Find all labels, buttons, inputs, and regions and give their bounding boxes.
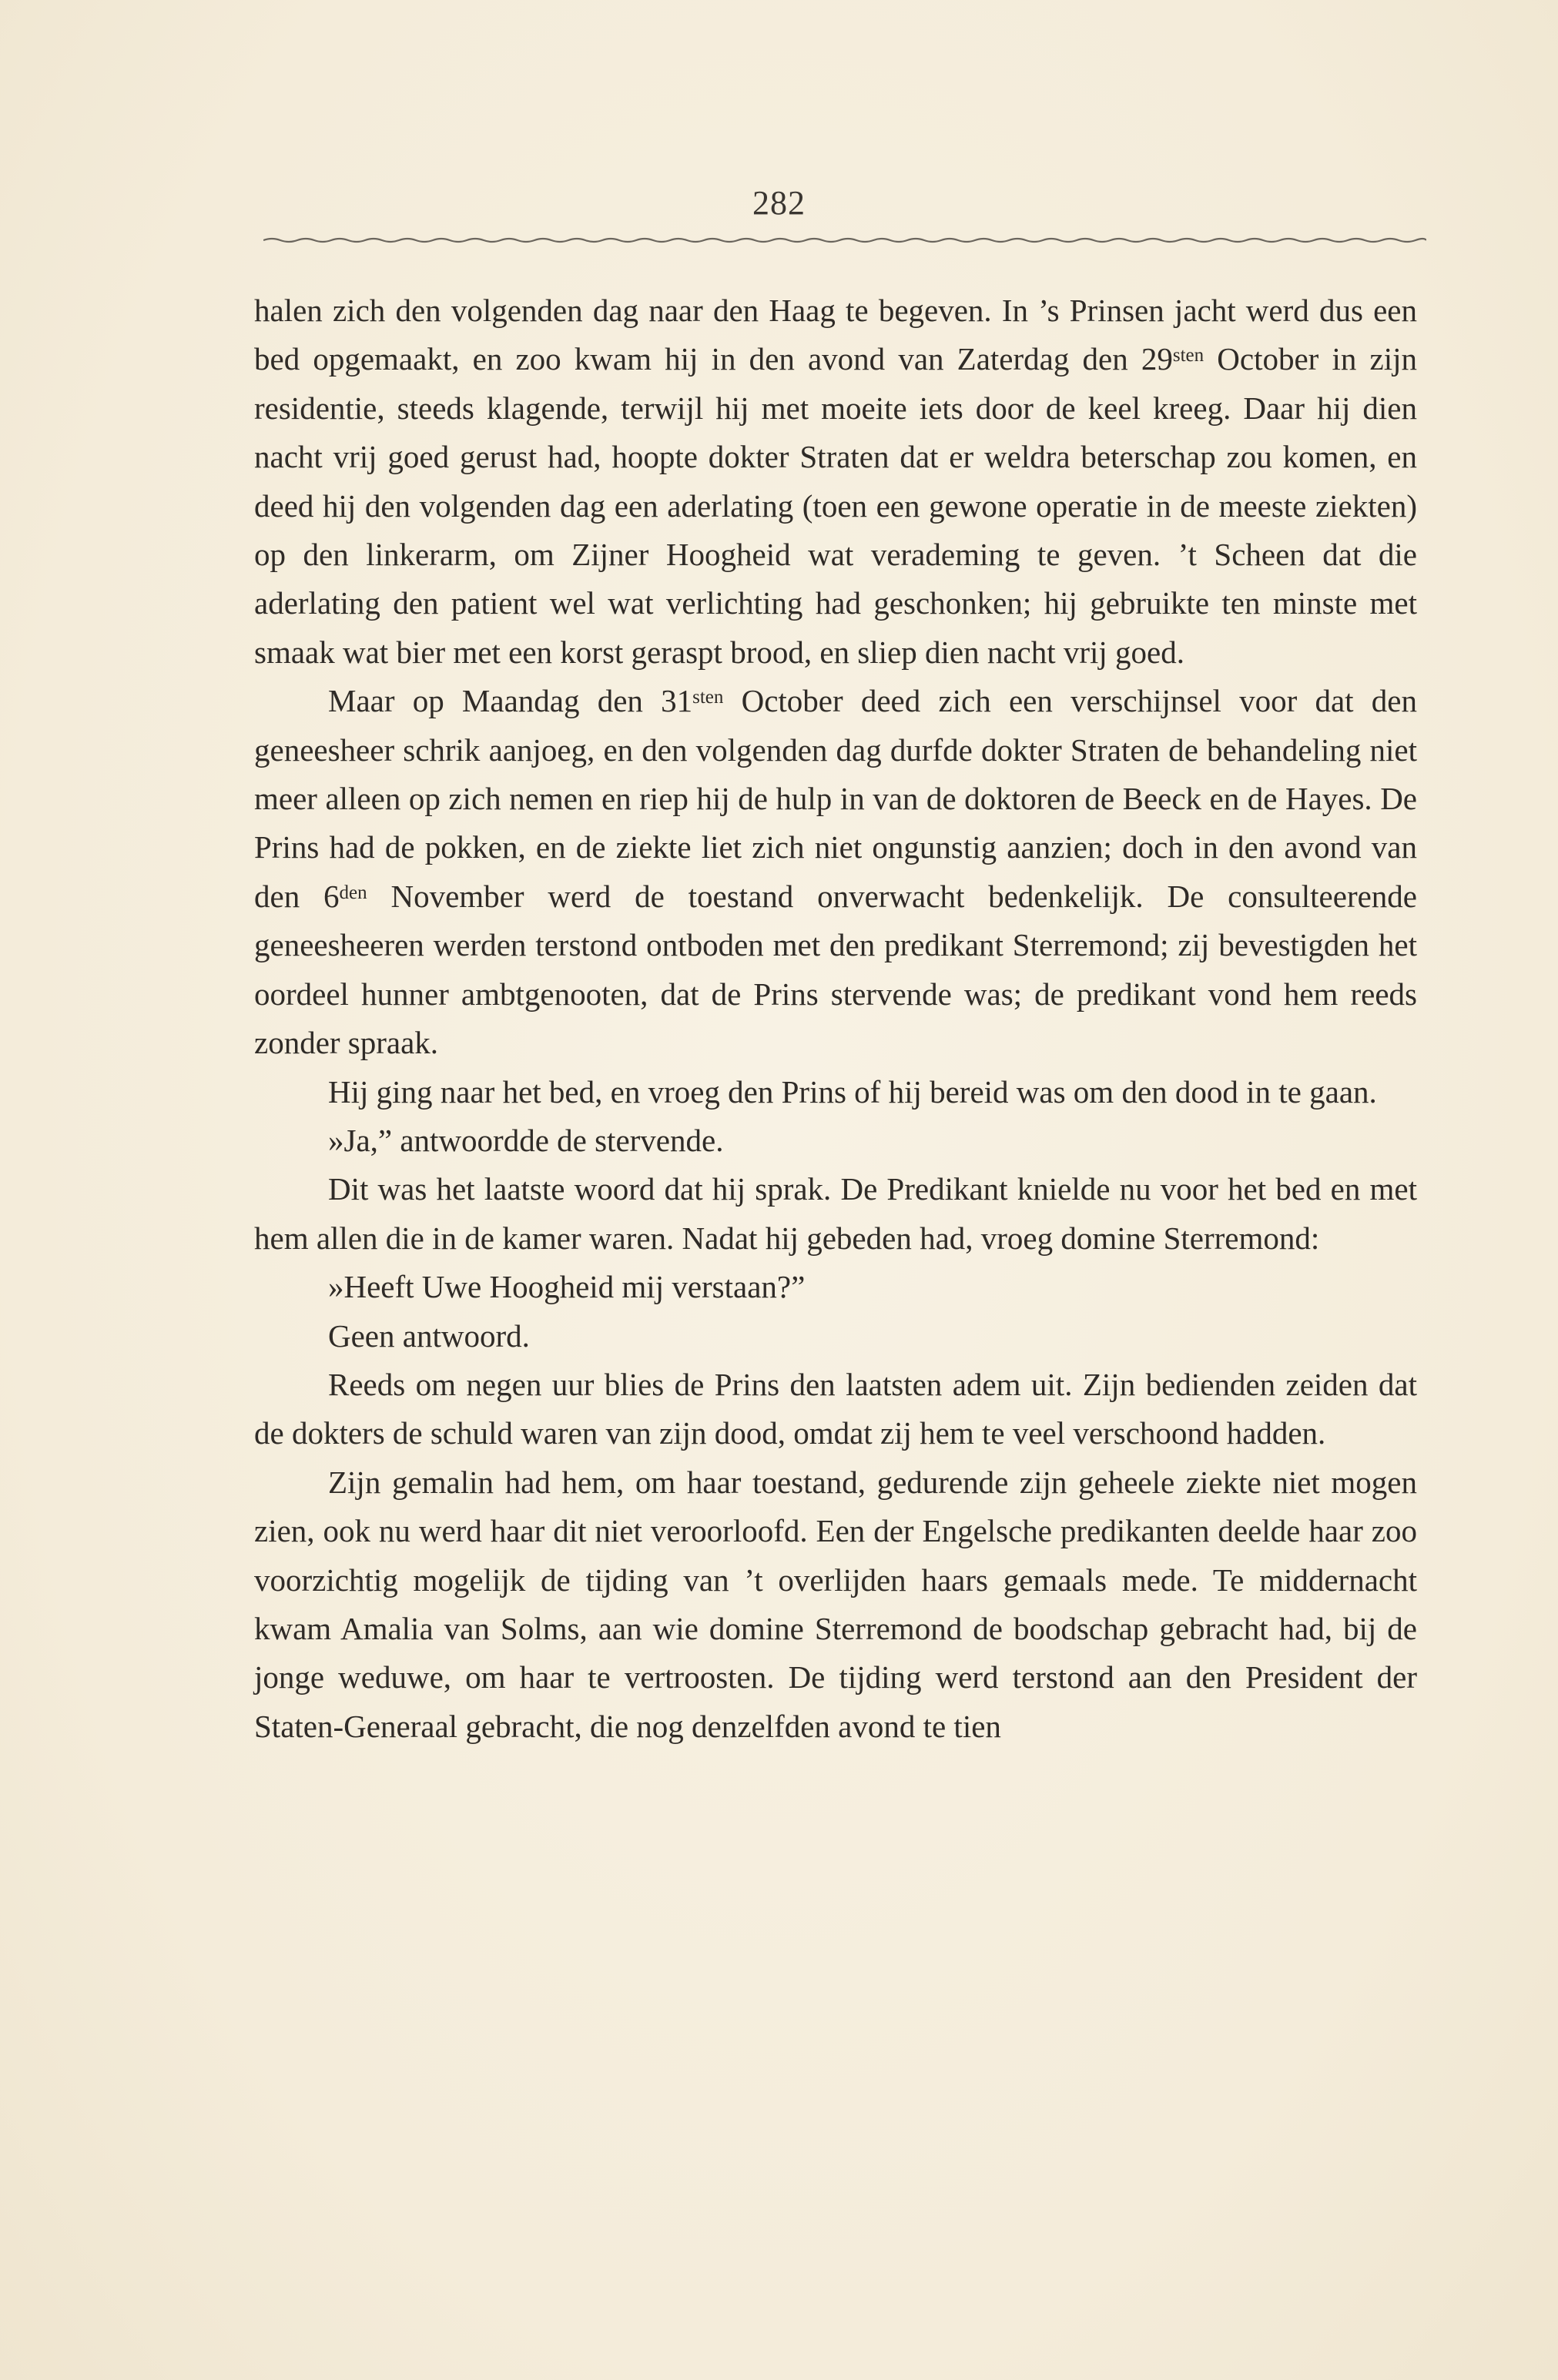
paragraph-2 xyxy=(254,677,1417,1067)
paragraph-3: Hij ging naar het bed, en vroeg den Prins of hij bereid was om den dood in te gaan. xyxy=(328,1073,1377,1110)
paragraph-1 xyxy=(254,286,1417,677)
body-text xyxy=(254,286,1417,1751)
paragraph-8: Reeds om negen uur blies de Prins den laatsten adem uit. Zijn bedienden zeiden dat de dokters de schuld waren van zijn dood, omdat zij hem te veel verschoond hadden. xyxy=(254,1366,1417,1451)
ordinal-suffix: sten xyxy=(692,687,724,708)
ordinal-suffix: den xyxy=(339,882,367,903)
paragraph-9: Zijn gemalin had hem, om haar toestand, gedurende zijn geheele ziekte niet mogen zien, ook nu werd haar dit niet veroorloofd. Een der Engelsche predikanten deelde haar zoo voorzichtig mogelijk de tijding van ’t overlijden haars gemaals mede. Te middernacht kwam Amalia van Solms, aan wie domine Sterremond de boodschap gebracht had, bij de jonge weduwe, om haar te vertroosten. De tijding werd terstond aan den President der Staten-Generaal gebracht, die nog denzelfden avond te tien xyxy=(254,1464,1417,1744)
paragraph-1-text-1: halen zich den volgenden dag naar den Haag te begeven. In ’s Prinsen jacht werd dus een bed opgemaakt, en zoo kwam hij in den avond van Zaterdag den 29 xyxy=(254,293,1417,377)
paragraph-2-text-2: October deed zich een verschijnsel voor dat den geneesheer schrik aanjoeg, en den volgenden dag durfde dokter Straten de behandeling niet meer alleen op zich nemen en riep hij de hulp in van de doktoren de Beeck en de Hayes. De Prins had de pokken, en de ziekte liet zich niet ongunstig aanzien; doch in den avond van den 6 xyxy=(254,683,1417,914)
paragraph-1-text-2: October in zijn residentie, steeds klagende, terwijl hij met moeite iets door de keel kreeg. Daar hij dien nacht vrij goed gerust had, hoopte dokter Straten dat er weldra beterschap zou komen, en deed hij den volgenden dag een aderlating (toen een gewone operatie in de meeste ziekten) op den linkerarm, om Zijner Hoogheid wat verademing te geven. ’t Scheen dat die aderlating den patient wel wat verlichting had geschonken; hij gebruikte ten minste met smaak wat bier met een korst geraspt brood, en sliep dien nacht vrij goed. xyxy=(254,341,1417,670)
decorative-wavy-rule xyxy=(263,231,1426,249)
paragraph-5: Dit was het laatste woord dat hij sprak. De Predikant knielde nu voor het bed en met hem allen die in de kamer waren. Nadat hij gebeden had, vroeg domine Sterremond: xyxy=(254,1171,1417,1256)
paragraph-4: »Ja,” antwoordde de stervende. xyxy=(328,1122,724,1158)
paragraph-2-text-1: Maar op Maandag den 31 xyxy=(328,683,693,719)
ordinal-suffix: sten xyxy=(1172,345,1205,367)
paragraph-2-text-3: November werd de toestand onverwacht bedenkelijk. De consulteerende geneesheeren werden terstond ontboden met den predikant Sterremond; zij bevestigden het oordeel hunner ambtgenooten, dat de Prins stervende was; de predikant vond hem reeds zonder spraak. xyxy=(254,878,1417,1061)
page-number: 282 xyxy=(752,184,806,222)
paragraph-7: Geen antwoord. xyxy=(328,1317,530,1354)
paragraph-6: »Heeft Uwe Hoogheid mij verstaan?” xyxy=(328,1269,806,1305)
